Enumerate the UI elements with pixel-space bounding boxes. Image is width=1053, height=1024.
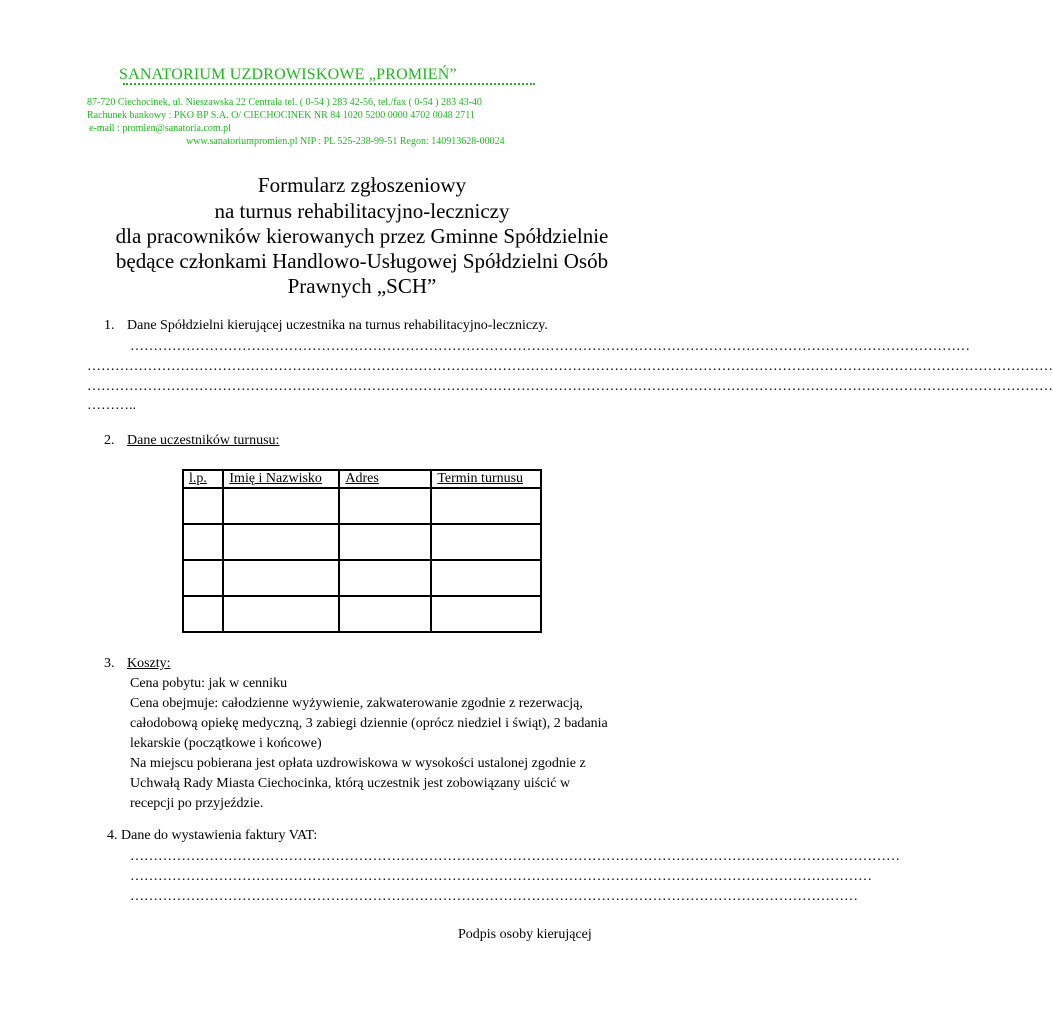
letterhead-address: 87-720 Ciechocinek, ul. Nieszawska 22 Centrala tel. ( 0-54 ) 283 42-56, tel./fax ( 0-54 ) 283 43-40 (87, 97, 482, 108)
table-cell-address[interactable] (339, 524, 431, 560)
cost-line-spa-fee-2: Uchwałą Rady Miasta Ciechocinka, którą uczestnik jest zobowiązany uiścić w (130, 776, 571, 791)
letterhead-divider (123, 83, 535, 85)
section-1-label: Dane Spółdzielni kierującej uczestnika na turnus rehabilitacyjno-leczniczy. (127, 318, 548, 333)
table-cell-term[interactable] (431, 488, 541, 524)
participants-table (182, 469, 542, 633)
table-cell-term[interactable] (431, 596, 541, 632)
table-cell-name[interactable] (223, 560, 339, 596)
table-row (183, 560, 541, 596)
section-1-fill-line-1[interactable]: ……………………………………………………………………………………………………………………………………………………………… (130, 339, 970, 354)
section-1-number: 1. (104, 318, 115, 333)
cost-line-includes-3: lekarskie (początkowe i końcowe) (130, 736, 322, 751)
cost-line-spa-fee-3: recepcji po przyjeździe. (130, 796, 264, 811)
participants-table-header (183, 470, 541, 488)
table-cell-address[interactable] (339, 560, 431, 596)
table-cell-name[interactable] (223, 488, 339, 524)
signature-label: Podpis osoby kierującej (458, 927, 592, 942)
section-3-label: Koszty: (127, 656, 171, 671)
column-header-term: Termin turnusu (431, 470, 541, 488)
vat-fill-line-2[interactable]: …………………………………………………………………………………………………………………………………………… (130, 869, 872, 884)
cost-line-spa-fee-1: Na miejscu pobierana jest opłata uzdrowiskowa w wysokości ustalonej zgodnie z (130, 756, 586, 771)
vat-fill-line-1[interactable]: ………………………………………………………………………………………………………………………………………………… (130, 849, 900, 864)
form-title-line-1: Formularz zgłoszeniowy (257, 173, 467, 197)
cost-line-price: Cena pobytu: jak w cenniku (130, 676, 288, 691)
table-row (183, 524, 541, 560)
table-cell-term[interactable] (431, 560, 541, 596)
table-cell-name[interactable] (223, 596, 339, 632)
section-3-number: 3. (104, 656, 115, 671)
column-header-lp: l.p. (183, 470, 223, 488)
letterhead-website-nip-regon: www.sanatoriumpromien.pl NIP : PL 525-238-99-51 Regon: 140913628-00024 (186, 136, 505, 147)
letterhead-bank-account: Rachunek bankowy : PKO BP S.A. O/ CIECHOCINEK NR 84 1020 5200 0000 4702 0048 2711 (87, 110, 475, 121)
form-title-line-2: na turnus rehabilitacyjno-leczniczy (214, 199, 510, 223)
table-cell-lp[interactable] (183, 560, 223, 596)
vat-fill-line-3[interactable]: ………………………………………………………………………………………………………………………………………… (130, 889, 858, 904)
table-cell-term[interactable] (431, 524, 541, 560)
form-title-line-5: Prawnych „SCH” (287, 274, 437, 298)
form-title-line-4: będące członkami Handlowo-Usługowej Spółdzielni Osób (115, 249, 609, 273)
table-cell-lp[interactable] (183, 524, 223, 560)
cost-line-includes-1: Cena obejmuje: całodzienne wyżywienie, zakwaterowanie zgodnie z rezerwacją, (130, 696, 583, 711)
section-2-label: Dane uczestników turnusu: (127, 433, 280, 448)
section-1-fill-line-3[interactable]: ……………………………………………………………………………………………………………………………………………………………………………………… (87, 379, 1053, 394)
column-header-address: Adres (339, 470, 431, 488)
section-2-number: 2. (104, 433, 115, 448)
table-cell-name[interactable] (223, 524, 339, 560)
table-row (183, 488, 541, 524)
section-1-fill-line-2[interactable]: ……………………………………………………………………………………………………………………………………………………………………………………… (87, 359, 1053, 374)
table-cell-address[interactable] (339, 488, 431, 524)
letterhead-email: e-mail : promien@sanatoria.com.pl (89, 123, 231, 134)
table-cell-lp[interactable] (183, 488, 223, 524)
column-header-name: Imię i Nazwisko (223, 470, 339, 488)
cost-line-includes-2: całodobową opiekę medyczną, 3 zabiegi dziennie (oprócz niedziel i świąt), 2 badania (130, 716, 608, 731)
table-cell-address[interactable] (339, 596, 431, 632)
form-title-line-3: dla pracowników kierowanych przez Gminne Spółdzielnie (115, 224, 609, 248)
table-row (183, 596, 541, 632)
table-cell-lp[interactable] (183, 596, 223, 632)
section-4-label: 4. Dane do wystawienia faktury VAT: (107, 828, 318, 843)
letterhead-name: SANATORIUM UZDROWISKOWE „PROMIEŃ” (119, 66, 457, 83)
section-1-fill-line-4[interactable]: ……….. (87, 398, 136, 413)
